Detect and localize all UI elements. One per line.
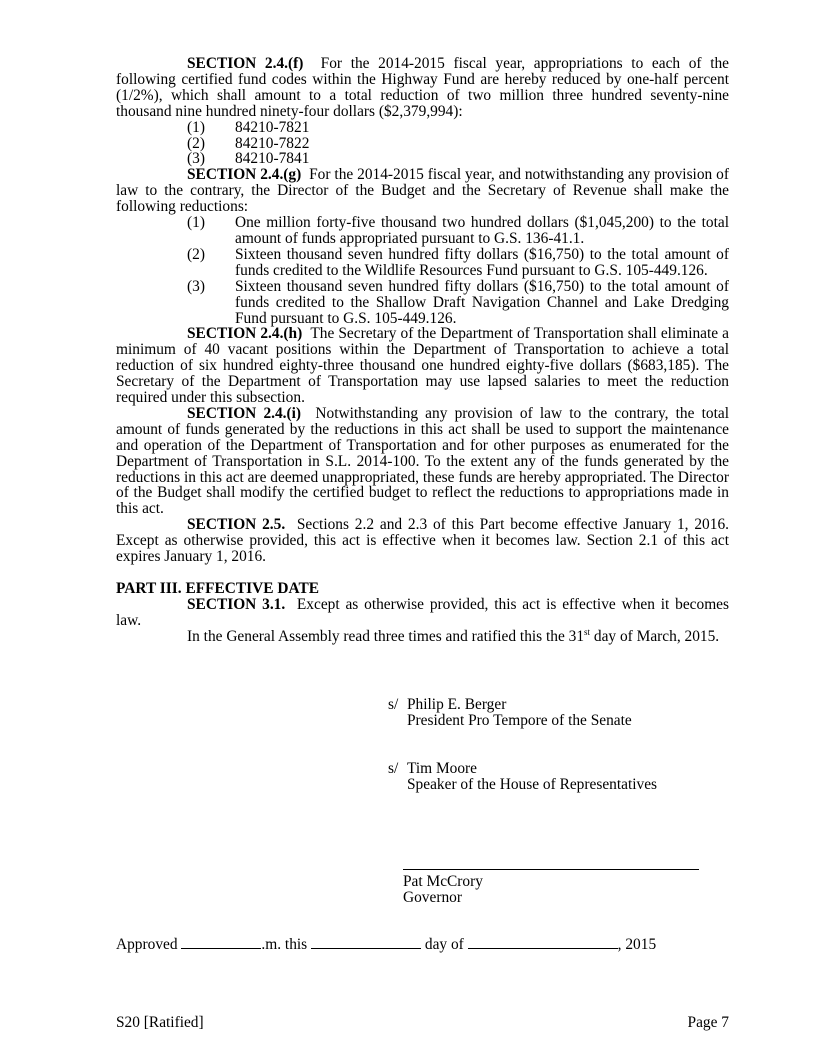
list-item — [116, 120, 729, 136]
list-number: (3) — [187, 150, 205, 168]
part-heading: PART III. EFFECTIVE DATE — [116, 580, 319, 597]
list-text: 84210-7841 — [235, 150, 310, 168]
approved-label: Approved — [116, 936, 178, 953]
signer-title: President Pro Tempore of the Senate — [407, 712, 632, 729]
list-item — [116, 247, 729, 279]
list-item — [116, 151, 729, 167]
blank-line — [181, 936, 261, 949]
signer-title: Speaker of the House of Representatives — [407, 776, 658, 793]
document-body — [116, 56, 729, 645]
list-text: 84210-7821 — [235, 118, 310, 136]
list-number: (1) — [187, 214, 205, 232]
list-text: Sixteen thousand seven hundred fifty dollars ($16,750) to the total amount of funds credited to the Shallow Draft Navigation Channel and Lake Dredging Fund pursuant to G.S. 105-449.126. — [235, 277, 729, 327]
approved-year: , 2015 — [617, 936, 657, 953]
section-heading: SECTION 2.5. — [187, 516, 286, 534]
list-text: 84210-7822 — [235, 134, 310, 152]
section-2-4-i — [116, 406, 729, 517]
signer-title: Governor — [403, 888, 462, 906]
list-item — [116, 136, 729, 152]
list-number: (3) — [187, 277, 205, 295]
ratified-date: day of March, 2015. — [590, 627, 720, 645]
section-heading: SECTION 2.4.(h) — [187, 325, 303, 343]
ordinal-suffix: st — [584, 626, 591, 637]
section-text: For the 2014-2015 fiscal year, and notwithstanding any provision of law to the contrary, the Director of the Budget and the Secretary of Revenue shall make the following reductions: — [116, 166, 729, 216]
section-text: The Secretary of the Department of Transportation shall eliminate a minimum of 40 vacant positions within the Department of Transportation to achieve a total reduction of six hundred eighty-three thousand one hundred eighty-five dollars ($683,185). The Secretary of the Department of Transportation may use lapsed salaries to meet the reduction required under this subsection. — [116, 325, 729, 407]
section-text: Notwithstanding any provision of law to the contrary, the total amount of funds generated by the reductions in this act shall be used to support the maintenance and operation of the Department of Transportation and for other purposes as enumerated for the Department of Transportation in S.L. 2014-100. To the extent any of the funds generated by the reductions in this act are deemed unappropriated, these funds are hereby appropriated. The Director of the Budget shall modify the certified budget to reflect the reductions to appropriations made in this act. — [116, 404, 729, 518]
section-2-4-f — [116, 56, 729, 120]
footer-page-number: Page 7 — [687, 1014, 729, 1031]
approved-m-this: .m. this — [261, 936, 308, 953]
section-heading: SECTION 2.4.(f) — [187, 55, 304, 72]
section-text: For the 2014-2015 fiscal year, appropriations to each of the following certified fund codes within the Highway Fund are hereby reduced by one-half percent (1/2%), which shall amount to a total reduction of two million three hundred seventy-nine thousand nine hundred ninety-four dollars ($2,379,994): — [116, 55, 729, 120]
approved-day-of: day of — [424, 936, 464, 953]
list-number: (2) — [187, 134, 205, 152]
list-item — [116, 279, 729, 327]
ratification-statement — [116, 626, 729, 645]
signer-name: Philip E. Berger — [407, 696, 507, 713]
section-2-4-h — [116, 326, 729, 406]
section-heading: SECTION 3.1. — [187, 595, 286, 613]
list-item — [116, 215, 729, 247]
section-2-5 — [116, 517, 729, 565]
signature-mark: s/ — [388, 696, 399, 713]
section-2-4-g — [116, 167, 729, 215]
approval-line — [116, 936, 656, 953]
footer-bill-id: S20 [Ratified] — [116, 1014, 204, 1031]
list-number: (1) — [187, 118, 205, 136]
section-heading: SECTION 2.4.(i) — [187, 404, 302, 422]
signer-name: Pat McCrory — [403, 873, 483, 890]
blank-line — [468, 936, 618, 949]
section-text: Sections 2.2 and 2.3 of this Part become effective January 1, 2016. Except as otherwise provided, this act is effective when it becomes law. Section 2.1 of this act expires January 1, 2016. — [116, 516, 729, 566]
governor-signature-block — [403, 869, 699, 906]
list-number: (2) — [187, 245, 205, 263]
fund-code-list — [116, 120, 729, 168]
section-heading: SECTION 2.4.(g) — [187, 166, 302, 184]
list-text: Sixteen thousand seven hundred fifty dollars ($16,750) to the total amount of funds credited to the Wildlife Resources Fund pursuant to G.S. 105-449.126. — [235, 245, 729, 279]
reduction-list — [116, 215, 729, 326]
signer-name: Tim Moore — [407, 760, 477, 777]
section-3-1 — [116, 597, 729, 629]
ratified-text: In the General Assembly read three times and ratified this the 31 — [187, 627, 585, 645]
section-text: Except as otherwise provided, this act is effective when it becomes law. — [116, 595, 729, 629]
blank-line — [311, 936, 421, 949]
signature-mark: s/ — [388, 760, 399, 777]
list-text: One million forty-five thousand two hundred dollars ($1,045,200) to the total amount of funds appropriated pursuant to G.S. 136-41.1. — [235, 214, 729, 247]
